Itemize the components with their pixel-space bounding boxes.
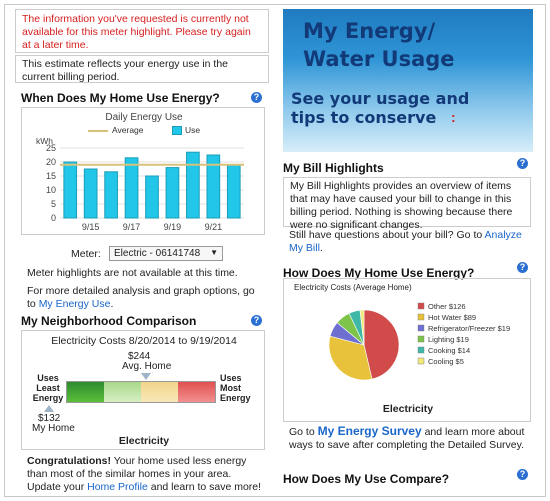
bar-9/18 (146, 176, 159, 218)
energy-water-usage-banner[interactable] (283, 9, 533, 152)
use-legend-label: Use (185, 125, 201, 135)
go-to-text: Go to (289, 426, 315, 438)
detail-note-text: For more detailed analysis and graph options, go to (27, 285, 255, 310)
my-home-marker (44, 405, 54, 412)
pie-legend-swatch (418, 314, 424, 320)
pie-footer-label: Electricity (382, 403, 434, 415)
avg-home-value: $244 (128, 351, 151, 362)
help-icon[interactable]: ? (517, 158, 528, 169)
my-home-label: My Home (32, 423, 75, 434)
x-tick-label: 9/19 (163, 222, 182, 232)
congrats-message (27, 455, 265, 494)
home-energy-title: How Does My Home Use Energy? (283, 266, 475, 280)
bar-9/14 (64, 162, 77, 218)
bar-9/19 (166, 168, 179, 218)
banner-title-line2: Water Usage (303, 47, 455, 71)
help-icon[interactable]: ? (517, 469, 528, 480)
y-tick-label: 10 (45, 185, 56, 195)
my-energy-survey-link[interactable]: My Energy Survey (317, 424, 422, 438)
avg-home-label: Avg. Home (122, 361, 172, 372)
home-profile-link[interactable]: Home Profile (87, 481, 148, 493)
bar-9/20 (187, 152, 200, 218)
arrow-icon: : (451, 109, 456, 125)
x-tick-label: 9/17 (122, 222, 141, 232)
my-home-value: $132 (38, 413, 61, 424)
avg-home-marker (141, 373, 151, 380)
compare-title: How Does My Use Compare? (283, 472, 450, 486)
banner-title-line1: My Energy/ (303, 19, 436, 43)
chart-title: Daily Energy Use (105, 112, 183, 123)
bill-question: Still have questions about your bill? Go to Analyze My Bill. (289, 229, 522, 254)
help-icon[interactable]: ? (251, 315, 262, 326)
bill-highlights-text: My Bill Highlights provides an overview of items that may have caused your bill to change in this billing period. Nothing is showing because there were no significant changes. (290, 180, 513, 231)
bar-segment-most (178, 382, 215, 402)
y-tick-label: 25 (45, 143, 56, 153)
y-tick-label: 0 (50, 213, 56, 223)
bar-segment-low (104, 382, 141, 402)
pie-legend-label: Cooling $5 (428, 357, 464, 366)
my-energy-use-link[interactable]: My Energy Use (38, 298, 111, 310)
bar-9/15 (84, 169, 97, 218)
y-axis-label: kWh (36, 136, 53, 146)
bar-9/22 (227, 165, 240, 218)
pie-legend-label: Hot Water $89 (428, 313, 477, 322)
bill-highlights-panel (283, 177, 531, 231)
least-energy-label: Uses Least Energy (32, 373, 64, 403)
y-tick-label: 5 (50, 199, 56, 209)
electricity-costs-pie-chart (284, 293, 532, 403)
congrats-text: Your home used less energy than most of the similar homes in your area. Update your (27, 455, 247, 493)
banner-subtitle-line1: See your usage and (291, 89, 470, 108)
x-tick-label: 9/21 (204, 222, 223, 232)
y-tick-label: 15 (45, 171, 56, 181)
pie-legend-swatch (418, 358, 424, 364)
survey-text: and learn more about ways to save after completing the Detailed Survey. (289, 426, 525, 451)
analyze-my-bill-link[interactable]: Analyze My Bill (289, 229, 522, 254)
bar-9/16 (105, 172, 118, 218)
y-tick-label: 20 (45, 157, 56, 167)
pie-legend-swatch (418, 303, 424, 309)
meter-select-value: Electric - 06141748 (114, 248, 201, 259)
home-use-title: When Does My Home Use Energy? (21, 91, 220, 105)
pie-legend-label: Cooking $14 (428, 346, 471, 355)
pie-legend-label: Other $126 (428, 302, 466, 311)
pie-legend-swatch (418, 336, 424, 342)
pie-legend-label: Refrigerator/Freezer $19 (428, 324, 511, 333)
estimate-note: This estimate reflects your energy use in the current billing period. (15, 55, 269, 83)
pie-legend-swatch (418, 347, 424, 353)
x-tick-label: 9/15 (81, 222, 100, 232)
detail-note: For more detailed analysis and graph options, go to My Energy Use. (27, 285, 255, 310)
chevron-down-icon: ▼ (210, 248, 218, 257)
congrats-heading: Congratulations! (27, 455, 111, 467)
banner-subtitle-line2: tips to conserve (291, 108, 437, 127)
most-energy-label: Uses Most Energy (220, 373, 251, 403)
comparison-bar (66, 381, 216, 403)
home-energy-panel (283, 278, 531, 422)
highlights-note: Meter highlights are not available at this time. (27, 267, 238, 279)
survey-note (289, 425, 531, 452)
learn-more-text: and learn to save more! (150, 481, 262, 493)
daily-energy-bar-chart (22, 108, 266, 234)
bill-question-text: Still have questions about your bill? Go to (289, 229, 483, 241)
costs-title: Electricity Costs 8/20/2014 to 9/19/2014 (51, 335, 237, 347)
pie-legend-swatch (418, 325, 424, 331)
average-legend-label: Average (112, 125, 144, 135)
pie-chart-title: Electricity Costs (Average Home) (294, 283, 412, 292)
neighborhood-panel (21, 330, 265, 450)
neighborhood-footer-label: Electricity (118, 435, 170, 447)
error-message: The information you've requested is currently not available for this meter highlight. Please try again at a later time. (15, 9, 269, 53)
pie-legend-label: Lighting $19 (428, 335, 469, 344)
help-icon[interactable]: ? (517, 262, 528, 273)
bar-segment-least (67, 382, 104, 402)
bar-segment-high (141, 382, 178, 402)
bill-highlights-title: My Bill Highlights (283, 161, 384, 175)
bar-9/17 (125, 158, 138, 218)
neighborhood-title: My Neighborhood Comparison (21, 314, 197, 328)
daily-use-chart-panel (21, 107, 265, 235)
meter-select[interactable] (109, 246, 223, 261)
meter-label: Meter: (71, 248, 101, 260)
help-icon[interactable]: ? (251, 92, 262, 103)
page-frame (4, 4, 546, 497)
